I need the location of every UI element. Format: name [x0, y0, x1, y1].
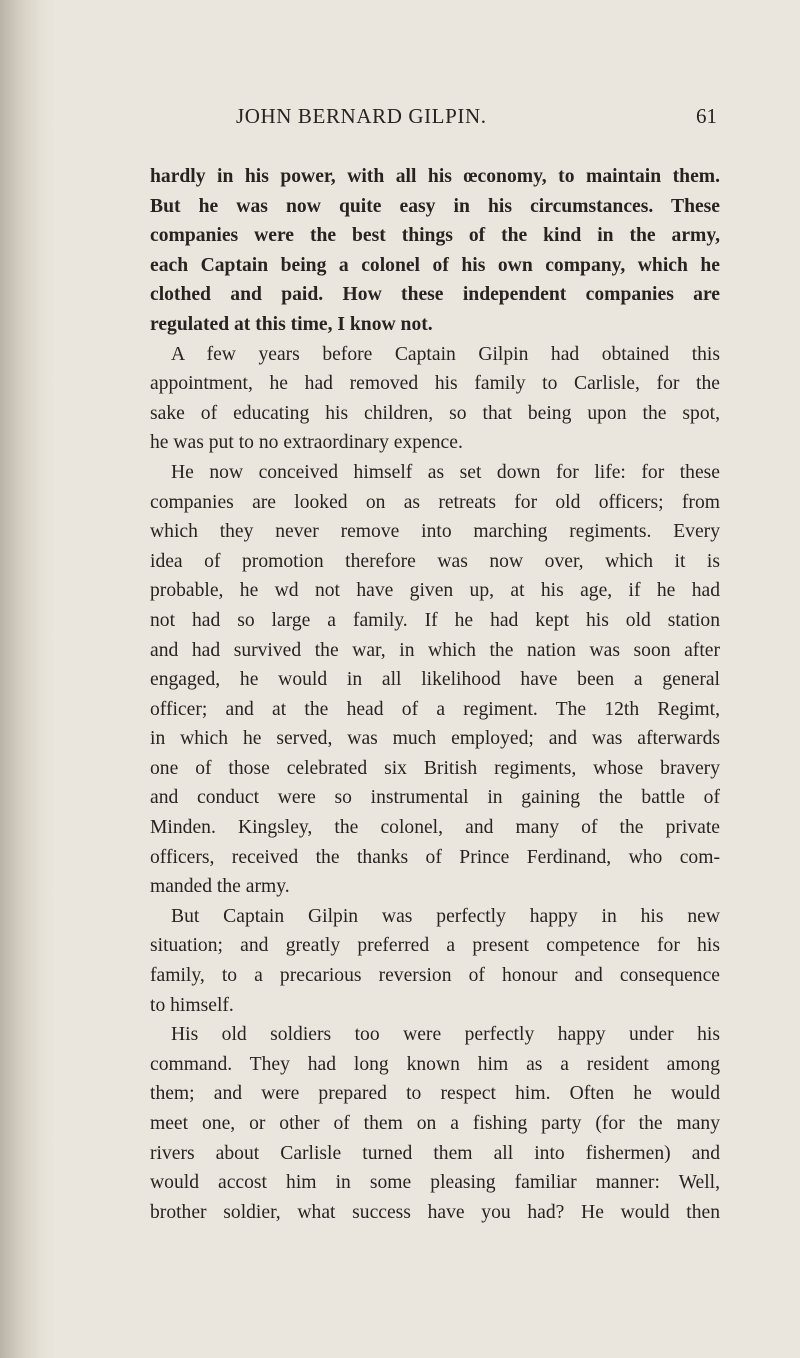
text-line: rivers about Carlisle turned them all into fishermen) and — [150, 1142, 720, 1164]
text-line: Minden. Kingsley, the colonel, and many of the private — [150, 817, 720, 839]
running-head — [150, 104, 717, 134]
text-line: brother soldier, what success have you had? He would then — [150, 1201, 720, 1223]
text-line: command. They had long known him as a resident among — [150, 1053, 720, 1075]
text-line: clothed and paid. How these independent companies are — [150, 284, 720, 306]
text-line: them; and were prepared to respect him. Often he would — [150, 1083, 720, 1105]
text-line: companies are looked on as retreats for old officers; from — [150, 491, 720, 513]
text-line: in which he served, was much employed; and was afterwards — [150, 728, 720, 750]
text-line: But he was now quite easy in his circumstances. These — [150, 195, 720, 217]
text-line: regulated at this time, I know not. — [150, 313, 433, 335]
text-line: and had survived the war, in which the nation was soon after — [150, 639, 720, 661]
text-line: appointment, he had removed his family to Carlisle, for the — [150, 373, 720, 395]
text-line: A few years before Captain Gilpin had obtained this — [171, 343, 720, 365]
text-line: idea of promotion therefore was now over, which it is — [150, 550, 720, 572]
text-line: and conduct were so instrumental in gaining the battle of — [150, 787, 720, 809]
page-number: 61 — [696, 104, 717, 128]
text-line: to himself. — [150, 994, 234, 1016]
text-line: which they never remove into marching regiments. Every — [150, 521, 720, 543]
page-edge-shadow — [0, 0, 55, 1358]
text-line: would accost him in some pleasing familiar manner: Well, — [150, 1172, 720, 1194]
text-line: situation; and greatly preferred a present competence for his — [150, 935, 720, 957]
text-line: family, to a precarious reversion of honour and consequence — [150, 965, 720, 987]
text-line: one of those celebrated six British regiments, whose bravery — [150, 757, 720, 779]
text-line: not had so large a family. If he had kept his old station — [150, 609, 720, 631]
text-line: He now conceived himself as set down for life: for these — [171, 461, 720, 483]
text-line: he was put to no extraordinary expence. — [150, 432, 463, 454]
text-line: probable, he wd not have given up, at his age, if he had — [150, 580, 720, 602]
running-title: JOHN BERNARD GILPIN. — [236, 104, 487, 128]
text-line: companies were the best things of the kind in the army, — [150, 225, 720, 247]
text-line: each Captain being a colonel of his own company, which he — [150, 254, 720, 276]
body-text — [150, 162, 720, 1227]
text-line: officers, received the thanks of Prince Ferdinand, who com- — [150, 846, 720, 868]
text-line: But Captain Gilpin was perfectly happy in his new — [171, 905, 720, 927]
text-line: hardly in his power, with all his œconomy, to maintain them. — [150, 166, 720, 187]
text-line: manded the army. — [150, 876, 290, 898]
text-line: His old soldiers too were perfectly happy under his — [171, 1024, 720, 1046]
text-line: sake of educating his children, so that being upon the spot, — [150, 402, 720, 424]
text-line: officer; and at the head of a regiment. The 12th Regimt, — [150, 698, 720, 720]
text-line: meet one, or other of them on a fishing party (for the many — [150, 1113, 720, 1134]
text-line: engaged, he would in all likelihood have been a general — [150, 669, 720, 691]
